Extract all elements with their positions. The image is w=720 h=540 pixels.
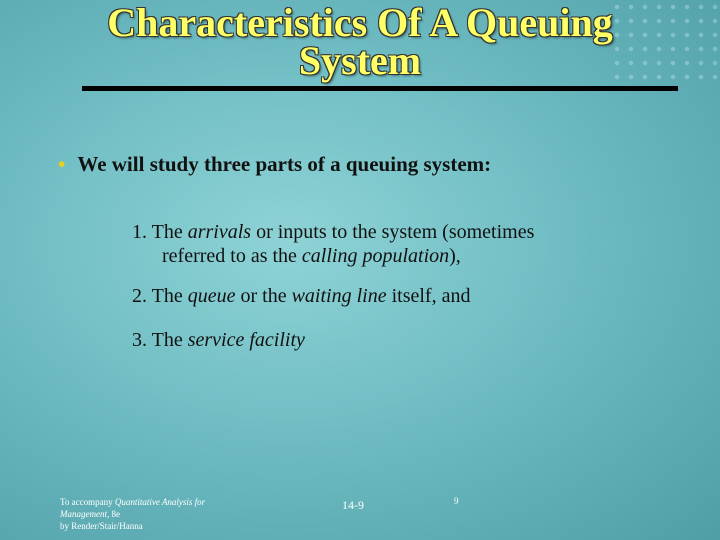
footer-line: by Render/Stair/Hanna — [60, 521, 143, 531]
footer-citation — [60, 496, 205, 532]
slide-title: Characteristics Of A Queuing System — [107, 0, 613, 83]
bullet-point — [58, 152, 491, 177]
item-continuation — [132, 244, 534, 268]
item-text: 3. The — [132, 329, 188, 351]
item-text: ), — [449, 245, 461, 267]
footer-line — [60, 508, 205, 520]
item-text: 2. The — [132, 285, 188, 307]
item-emphasis: arrivals — [187, 221, 252, 243]
footer-text: , 8e — [107, 509, 120, 519]
footer-text: To accompany — [60, 497, 115, 507]
item-text: or the — [235, 285, 292, 307]
list-item-queue — [132, 284, 470, 308]
footer-page-number: 9 — [454, 496, 459, 506]
item-text: itself, and — [386, 285, 471, 307]
bullet-icon: • — [58, 152, 66, 176]
footer-line — [60, 496, 205, 508]
item-emphasis: queue — [187, 285, 236, 307]
footer-book-title: Management — [60, 509, 107, 519]
bullet-text: We will study three parts of a queuing system: — [77, 152, 492, 176]
title-underline — [82, 86, 678, 91]
item-text: or inputs to the system (sometimes — [251, 221, 535, 243]
item-text: referred to as the — [162, 245, 302, 267]
item-emphasis: waiting line — [291, 285, 387, 307]
item-emphasis: service facility — [187, 329, 305, 351]
footer-book-title: Quantitative Analysis for — [114, 497, 206, 507]
list-item-service — [132, 328, 305, 352]
item-emphasis: calling population — [301, 245, 450, 267]
footer-slide-code: 14-9 — [342, 498, 364, 512]
list-item-arrivals — [132, 220, 534, 268]
item-text: 1. The — [132, 221, 188, 243]
